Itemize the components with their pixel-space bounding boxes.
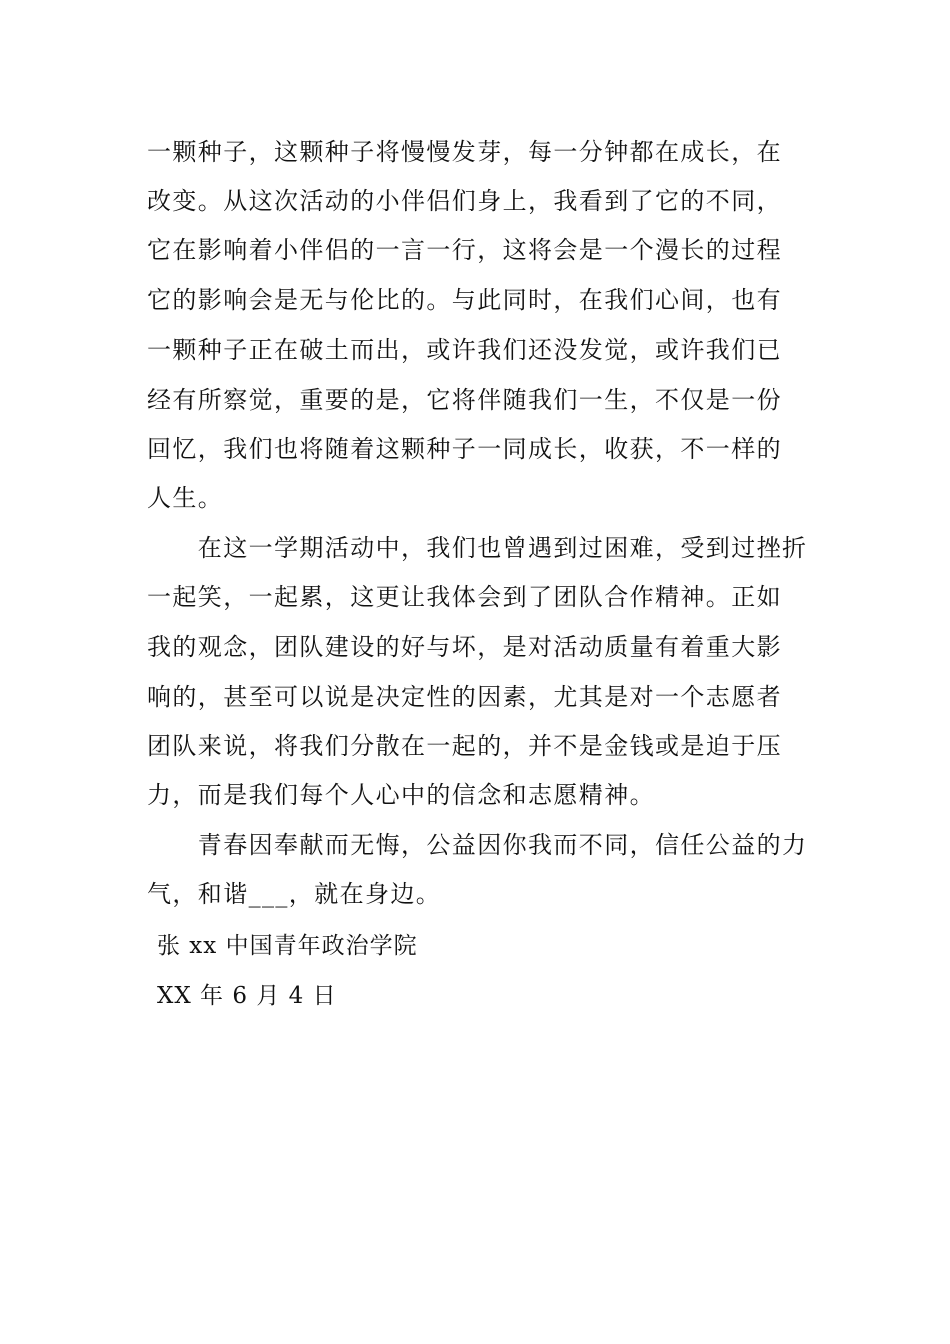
paragraph-line: 青春因奉献而无悔，公益因你我而不同，信任公益的力	[147, 831, 808, 859]
paragraph-line: 力，而是我们每个人心中的信念和志愿精神。	[147, 781, 655, 809]
paragraph-line: 改变。从这次活动的小伴侣们身上，我看到了它的不同，	[147, 187, 782, 215]
signature-date: XX 年 6 月 4 日	[157, 983, 337, 1009]
paragraph-line: 它在影响着小伴侣的一言一行，这将会是一个漫长的过程	[147, 236, 782, 264]
paragraph-line: 回忆，我们也将随着这颗种子一同成长，收获，不一样的	[147, 435, 782, 463]
paragraph-line: 团队来说，将我们分散在一起的，并不是金钱或是迫于压	[147, 732, 782, 760]
signature-author: 张 xx 中国青年政治学院	[157, 933, 418, 959]
paragraph-line: 气，和谐___，就在身边。	[147, 880, 442, 908]
paragraph-line: 一颗种子，这颗种子将慢慢发芽，每一分钟都在成长，在	[147, 138, 782, 166]
paragraph-line: 一起笑，一起累，这更让我体会到了团队合作精神。正如	[147, 583, 782, 611]
paragraph-line: 在这一学期活动中，我们也曾遇到过困难，受到过挫折	[147, 534, 808, 562]
paragraph-line: 人生。	[147, 484, 224, 512]
paragraph-line: 响的，甚至可以说是决定性的因素，尤其是对一个志愿者	[147, 683, 782, 711]
paragraph-line: 经有所察觉，重要的是，它将伴随我们一生，不仅是一份	[147, 386, 782, 414]
paragraph-line: 我的观念，团队建设的好与坏，是对活动质量有着重大影	[147, 633, 782, 661]
paragraph-line: 一颗种子正在破土而出，或许我们还没发觉，或许我们已	[147, 336, 782, 364]
paragraph-line: 它的影响会是无与伦比的。与此同时，在我们心间，也有	[147, 286, 782, 314]
